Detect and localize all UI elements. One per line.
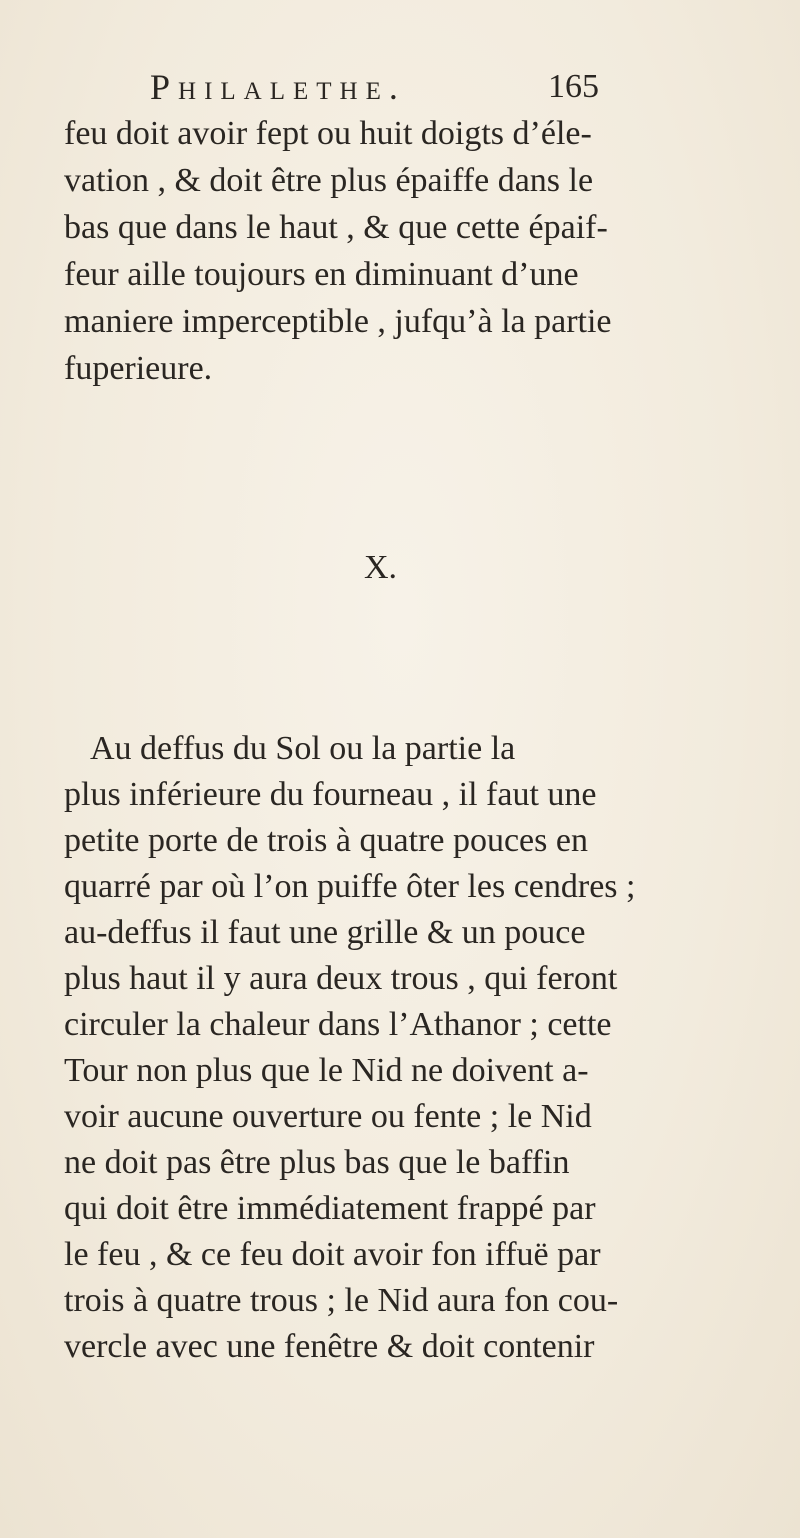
text-line: ne doit pas être plus bas que le baffin — [64, 1144, 570, 1181]
text-line: voir aucune ouverture ou fente ; le Nid — [64, 1098, 592, 1135]
page-number: 165 — [548, 68, 599, 105]
section-number: X. — [364, 549, 398, 586]
text-line: vercle avec une fenêtre & doit contenir — [64, 1328, 595, 1365]
text-line: petite porte de trois à quatre pouces en — [64, 822, 588, 859]
text-line: vation , & doit être plus épaiffe dans le — [64, 162, 594, 199]
text-line: feu doit avoir fept ou huit doigts d’éle- — [64, 115, 592, 152]
text-line: plus haut il y aura deux trous , qui feront — [64, 960, 618, 997]
text-line: maniere imperceptible , jufqu’à la partie — [64, 303, 612, 340]
text-line: feur aille toujours en diminuant d’une — [64, 256, 579, 293]
text-line: Tour non plus que le Nid ne doivent a- — [64, 1052, 589, 1089]
paragraph-section-x — [64, 726, 754, 1370]
page-header — [150, 64, 600, 110]
text-line: qui doit être immédiatement frappé par — [64, 1190, 596, 1227]
running-title: Philalethe. — [150, 67, 406, 107]
text-line: Au deffus du Sol ou la partie la — [90, 730, 516, 767]
text-line: le feu , & ce feu doit avoir fon iffuë par — [64, 1236, 601, 1273]
paragraph-continued — [64, 110, 754, 392]
text-line: au-deffus il faut une grille & un pouce — [64, 914, 586, 951]
text-line: quarré par où l’on puiffe ôter les cendres ; — [64, 868, 636, 905]
text-line: fuperieure. — [64, 350, 213, 387]
text-line: trois à quatre trous ; le Nid aura fon cou- — [64, 1282, 619, 1319]
text-line: plus inférieure du fourneau , il faut une — [64, 776, 597, 813]
text-line: bas que dans le haut , & que cette épaif- — [64, 209, 608, 246]
text-line: circuler la chaleur dans l’Athanor ; cette — [64, 1006, 612, 1043]
